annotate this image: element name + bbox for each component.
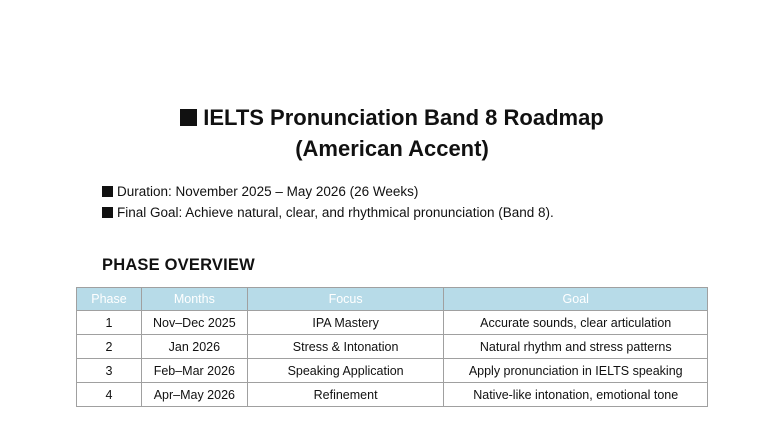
title-text: IELTS Pronunciation Band 8 Roadmap: [203, 105, 604, 130]
page-subtitle: (American Accent): [295, 136, 489, 161]
section-heading: PHASE OVERVIEW: [102, 256, 255, 274]
cell-months: Nov–Dec 2025: [141, 311, 247, 335]
header-focus: Focus: [247, 288, 444, 311]
cell-phase: 2: [77, 335, 142, 359]
cell-goal: Accurate sounds, clear articulation: [444, 311, 708, 335]
cell-focus: Refinement: [247, 383, 444, 407]
final-goal-bullet: [102, 204, 554, 222]
cell-focus: Stress & Intonation: [247, 335, 444, 359]
cell-focus: IPA Mastery: [247, 311, 444, 335]
phase-table: [76, 287, 708, 407]
bullet-square-icon: [102, 207, 113, 218]
cell-focus: Speaking Application: [247, 359, 444, 383]
cell-phase: 4: [77, 383, 142, 407]
table-row: [77, 335, 708, 359]
duration-bullet: [102, 183, 418, 201]
table-row: [77, 359, 708, 383]
cell-phase: 3: [77, 359, 142, 383]
cell-goal: Natural rhythm and stress patterns: [444, 335, 708, 359]
header-phase: Phase: [77, 288, 142, 311]
duration-text: Duration: November 2025 – May 2026 (26 Weeks): [117, 184, 419, 199]
cell-months: Apr–May 2026: [141, 383, 247, 407]
table-row: [77, 311, 708, 335]
bullet-square-icon: [102, 186, 113, 197]
table-row: [77, 383, 708, 407]
cell-months: Jan 2026: [141, 335, 247, 359]
table-header-row: [77, 288, 708, 311]
cell-months: Feb–Mar 2026: [141, 359, 247, 383]
cell-goal: Native-like intonation, emotional tone: [444, 383, 708, 407]
page-title: [0, 103, 784, 133]
final-goal-text: Final Goal: Achieve natural, clear, and rhythmical pronunciation (Band 8).: [117, 205, 554, 220]
header-goal: Goal: [444, 288, 708, 311]
cell-phase: 1: [77, 311, 142, 335]
black-square-icon: [180, 109, 197, 126]
header-months: Months: [141, 288, 247, 311]
cell-goal: Apply pronunciation in IELTS speaking: [444, 359, 708, 383]
